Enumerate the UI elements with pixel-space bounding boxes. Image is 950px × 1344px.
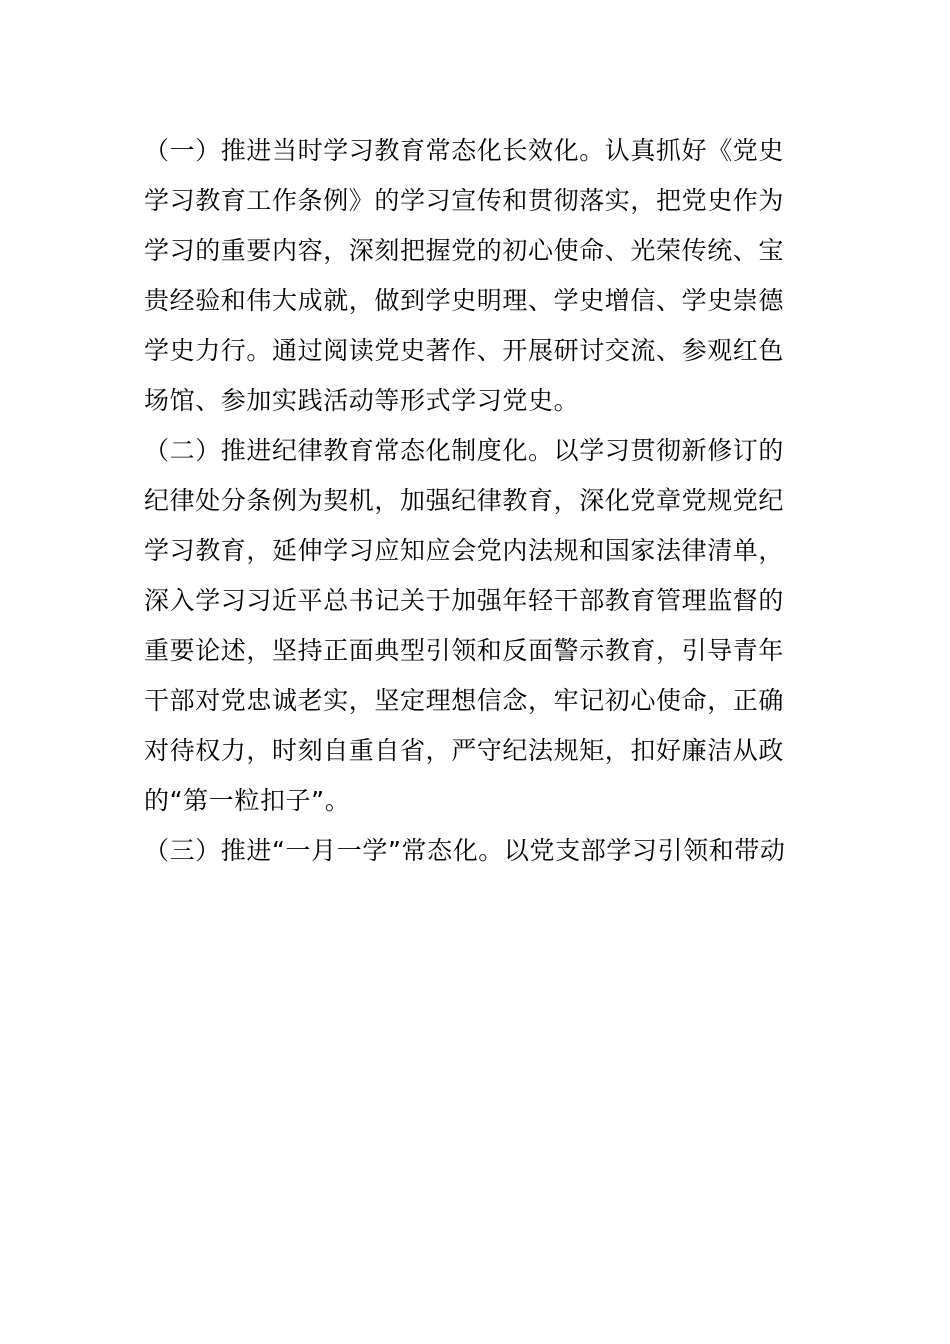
body-text xyxy=(144,126,812,876)
text-line: 学习的重要内容，深刻把握党的初心使命、光荣传统、宝 xyxy=(144,236,785,265)
text-line: （三）推进“一月一学”常态化。以党支部学习引领和带动 xyxy=(144,836,786,865)
text-line: 的“第一粒扣子”。 xyxy=(144,786,351,815)
text-line: 对待权力，时刻自重自省，严守纪法规矩，扣好廉洁从政 xyxy=(144,736,785,765)
text-line: （二）推进纪律教育常态化制度化。以学习贯彻新修订的 xyxy=(144,436,785,465)
text-line: 场馆、参加实践活动等形式学习党史。 xyxy=(144,386,580,415)
text-line: 学习教育工作条例》的学习宣传和贯彻落实，把党史作为 xyxy=(144,186,785,215)
text-line: 干部对党忠诚老实，坚定理想信念，牢记初心使命，正确 xyxy=(144,686,785,715)
text-line: 学习教育，延伸学习应知应会党内法规和国家法律清单， xyxy=(144,536,785,565)
text-line: 深入学习习近平总书记关于加强年轻干部教育管理监督的 xyxy=(144,586,785,615)
text-line: 纪律处分条例为契机，加强纪律教育，深化党章党规党纪 xyxy=(144,486,785,515)
text-line: （一）推进当时学习教育常态化长效化。认真抓好《党史 xyxy=(144,136,785,165)
text-line: 贵经验和伟大成就，做到学史明理、学史增信、学史崇德 xyxy=(144,286,785,315)
text-line: 重要论述，坚持正面典型引领和反面警示教育，引导青年 xyxy=(144,636,785,665)
text-line: 学史力行。通过阅读党史著作、开展研讨交流、参观红色 xyxy=(144,336,785,365)
